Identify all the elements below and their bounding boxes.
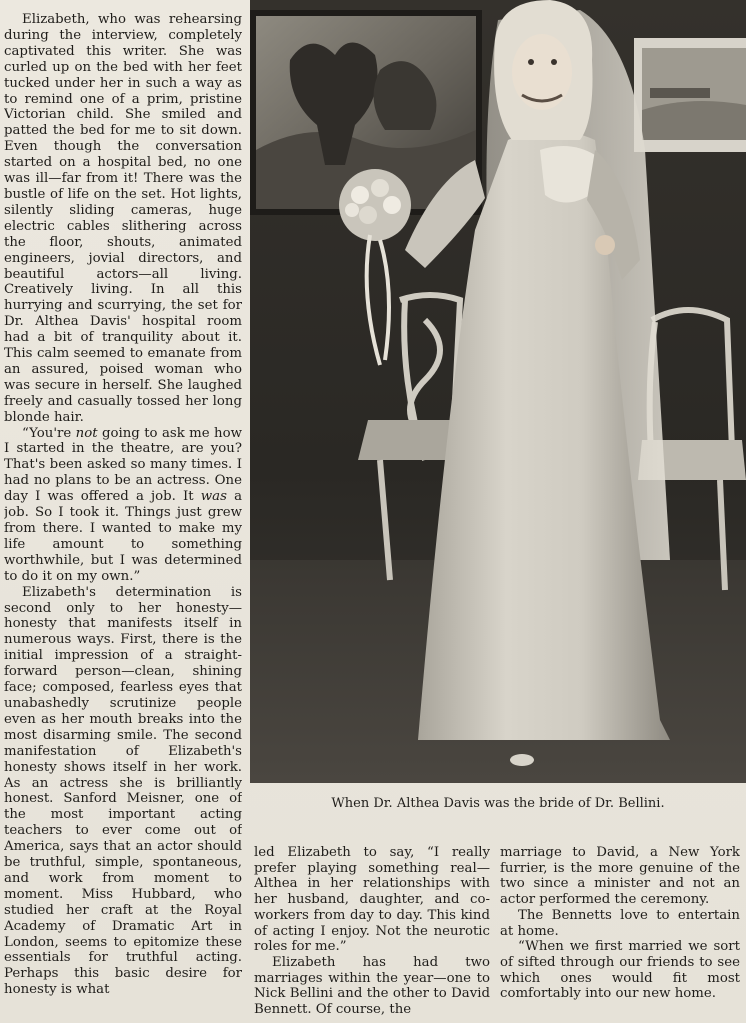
- right-text-column: [500, 845, 740, 1021]
- paragraph: led Elizabeth to say, “I really prefer playing something real—Althea in her relationships with her husband, daughter, and co-workers from day to day. This kind of acting I enjoy. Not the neurotic roles for me.”: [254, 845, 490, 955]
- emphasis-text: not: [75, 425, 98, 441]
- paragraph: Elizabeth, who was rehearsing during the interview, completely captivated this writer. She was curled up on the bed with her feet tucked under her in such a way as to remind one of a prim, pristine Victorian child. She smiled and patted the bed for me to sit down. Even though the conversation started on a hospital bed, no one was ill—far from it! There was the bustle of life on the set. Hot lights, silently sliding cameras, huge electric cables slithering across the floor, shouts, animated engineers, jovial directors, and beautiful actors—all living. Creatively living. In all this hurrying and scurrying, the set for Dr. Althea Davis' hospital room had a bit of tranquility about it. This calm seemed to emanate from an assured, poised woman who was secure in herself. She laughed freely and casually tossed her long blonde hair.: [4, 12, 242, 425]
- bride-photo-illustration: [250, 0, 746, 783]
- bride-photo: [250, 0, 746, 783]
- paragraph: Elizabeth has had two marriages within the year—one to Nick Bellini and the other to David Bennett. Of course, the: [254, 954, 490, 1018]
- text-run: a job. So I took it. Things just grew from there. I wanted to make my life amount to something worthwhile, but I was determined to do it on my own.”: [4, 489, 242, 584]
- text-run: going to ask me how I started in the theatre, are you? That's been asked so many times. I had no plans to be an actress. One day I was offered a job. It: [4, 425, 242, 505]
- left-text-column: [4, 12, 242, 1020]
- paragraph: Elizabeth's determination is second only to her honesty—honesty that manifests itself in numerous ways. First, there is the initial impression of a straight-forward person—clean, shining face; composed, fearless eyes that unabashedly scrutinize people even as her mouth breaks into the most disarming smile. The second manifestation of Elizabeth's honesty shows itself in her work. As an actress she is brilliantly honest. Sanford Meisner, one of the most important acting teachers to ever come out of America, says that an actor should be truthful, simple, spontaneous, and work from moment to moment. Miss Hubbard, who studied her craft at the Royal Academy of Dramatic Art in London, seems to epitomize these essentials for truthful acting. Perhaps this basic desire for honesty is what: [4, 584, 242, 998]
- paragraph-quote: [4, 426, 242, 585]
- middle-text-column: [254, 845, 490, 1021]
- paragraph: marriage to David, a New York furrier, is the more genuine of the two since a minister and not an actor performed the ceremony.: [500, 845, 740, 908]
- paragraph: The Bennetts love to entertain at home.: [500, 907, 740, 939]
- emphasis-text: was: [200, 489, 227, 505]
- paragraph: “When we first married we sort of sifted through our friends to see which ones would fit most comfortably into our new home.: [500, 939, 740, 1002]
- text-run: “You're: [22, 425, 76, 441]
- photo-caption: When Dr. Althea Davis was the bride of Dr. Bellini.: [331, 796, 665, 811]
